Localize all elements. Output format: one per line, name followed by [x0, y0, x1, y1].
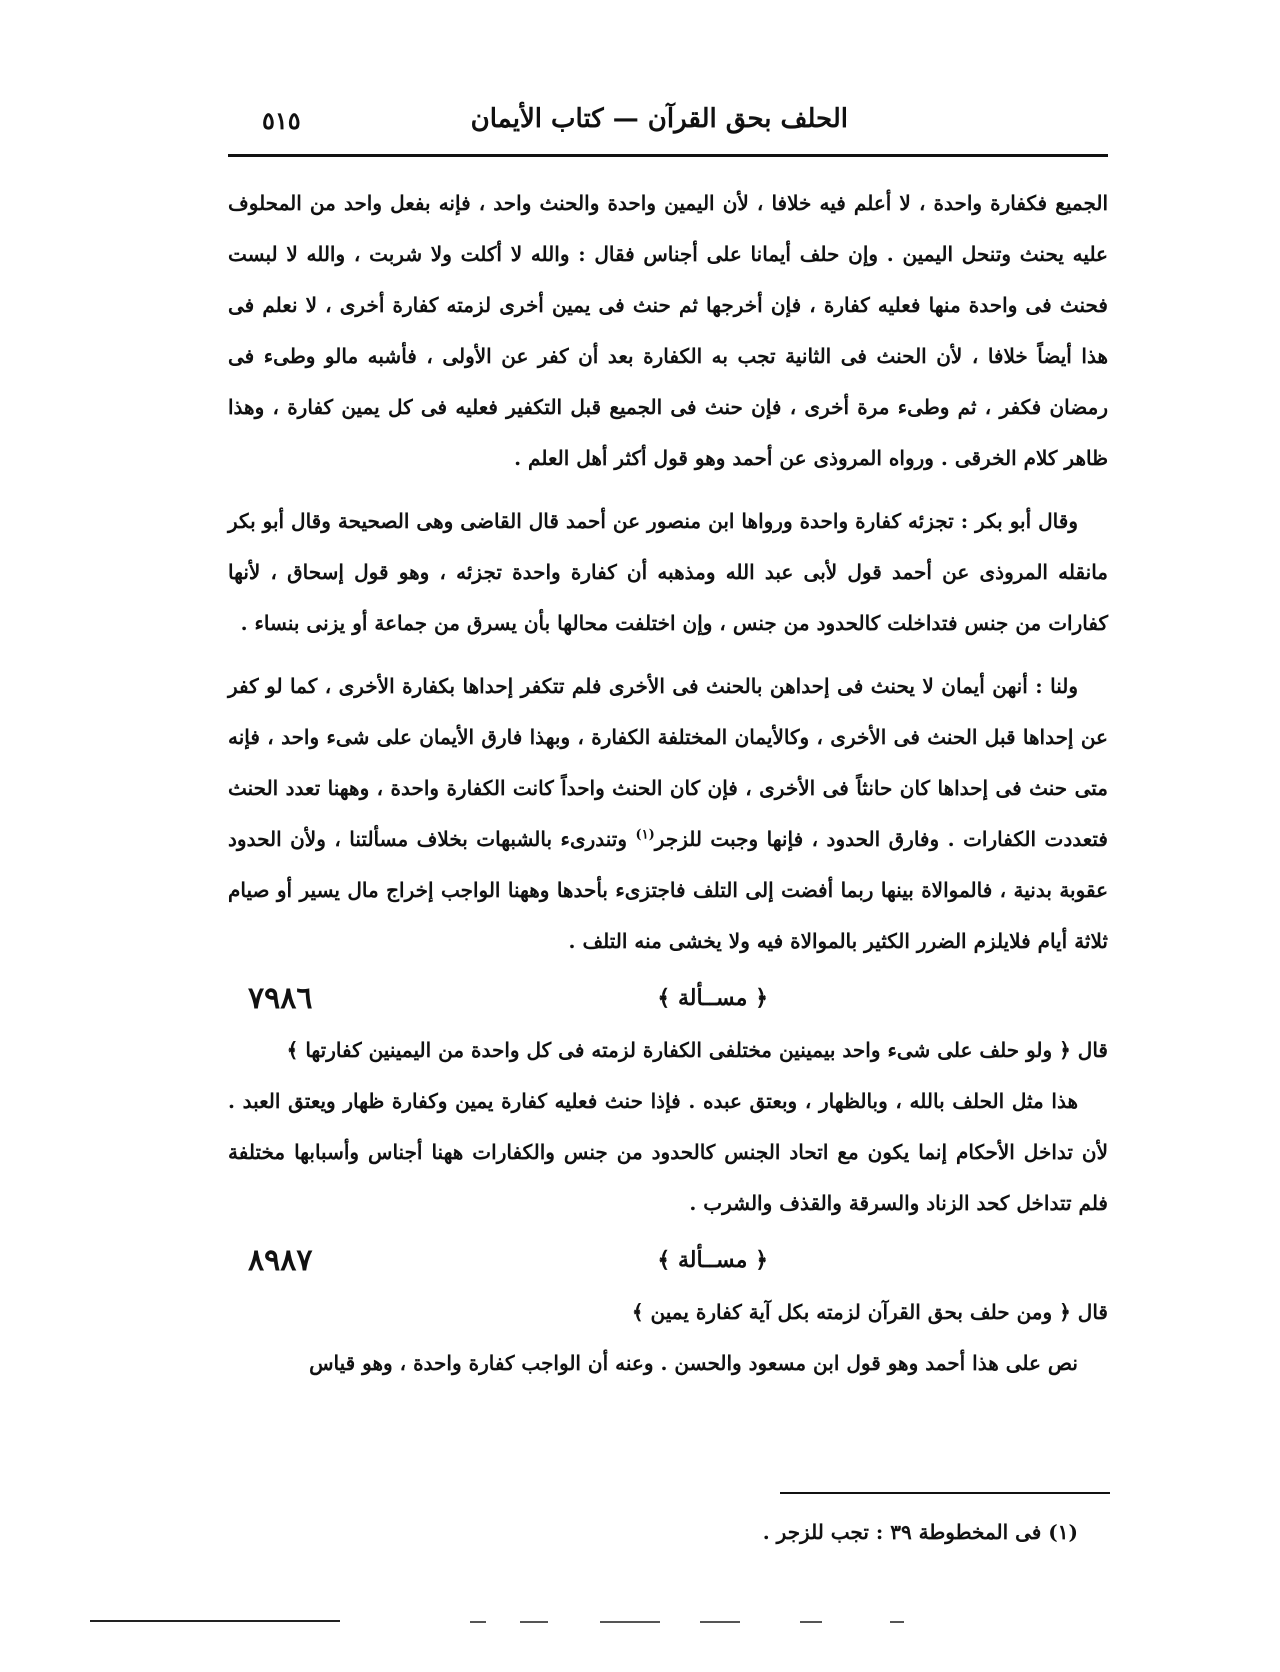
footnote: (١) فى المخطوطة ٣٩ : تجب للزجر .: [762, 1520, 1078, 1544]
paragraph-2: وقال أبو بكر : تجزئه كفارة واحدة ورواها ابن منصور عن أحمد قال القاضى وهى الصحيحة وقال أبو بكر مانقله المروذى عن أحمد قول لأبى عبد الله ومذهبه أن كفارة واحدة تجزئه ، وهو قول إسحاق ، لأنها كفارات من جنس فتداخلت كالحدود من جنس ، وإن اختلفت محالها بأن يسرق من جماعة أو يزنى بنساء .: [228, 509, 1108, 635]
paragraph-3: [228, 661, 1108, 967]
masala-number: ٧٩٨٦: [248, 981, 313, 1016]
masala-heading-7986: [228, 973, 1108, 1025]
paragraph-1: الجميع فكفارة واحدة ، لا أعلم فيه خلافا ، لأن اليمين واحدة والحنث واحد ، فإنه بفعل واحد من المحلوف عليه يحنث وتنحل اليمين . وإن حلف أيمانا على أجناس فقال : والله لا أكلت ولا شربت ، والله لا لبست فحنث فى واحدة منها فعليه كفارة ، فإن أخرجها ثم حنث فى يمين أخرى لزمته كفارة أخرى ، لا نعلم فى هذا أيضاً خلافا ، لأن الحنث فى الثانية تجب به الكفارة بعد أن كفر عن الأولى ، فأشبه مالو وطىء فى رمضان فكفر ، ثم وطىء مرة أخرى ، فإن حنث فى الجميع قبل التكفير فعليه فى كل يمين كفارة ، وهذا ظاهر كلام الخرقى . ورواه المروذى عن أحمد وهو قول أكثر أهل العلم .: [228, 191, 1109, 470]
running-title: الحلف بحق القرآن — كتاب الأيمان: [470, 104, 848, 134]
footnote-reference[interactable]: (١): [635, 827, 655, 843]
paragraph-3-part-a: ولنا : أنهن أيمان لا يحنث فى إحداهن بالحنث فى الأخرى فلم تتكفر إحداها بكفارة الأخرى ، كما لو كفر عن إحداها قبل الحنث فى الأخرى ، وكالأيمان المختلفة الكفارة ، وبهذا فارق الأيمان على شىء واحد ، فإنه متى حنث فى إحداها كان حانثاً فى الأخرى ، فإن كان الحنث واحداً كانت الكفارة واحدة ، وههنا تعدد الحنث فتعددت الكفارات . وفارق الحدود ، فإنها وجبت للزجر: [228, 674, 1108, 851]
paragraph-4: قال ﴿ ولو حلف على شىء واحد بيمينين مختلفى الكفارة لزمته فى كل واحدة من اليمينين كفارتها ﴾: [286, 1038, 1108, 1062]
masala-number: ٨٩٨٧: [248, 1243, 313, 1278]
body-text: [228, 178, 1108, 1389]
masala-heading-8987: [228, 1235, 1108, 1287]
masala-label: ﴿ مســألة ﴾: [657, 985, 768, 1011]
bottom-edge-rule: [90, 1620, 340, 1622]
page-header: [228, 96, 1108, 146]
paragraph-6: قال ﴿ ومن حلف بحق القرآن لزمته بكل آية كفارة يمين ﴾: [631, 1300, 1108, 1324]
page-number: ٥١٥: [262, 106, 301, 135]
bottom-scan-marks: [470, 1621, 910, 1623]
paragraph-5: هذا مثل الحلف بالله ، وبالظهار ، وبعتق عبده . فإذا حنث فعليه كفارة يمين وكفارة ظهار ويعتق العبد . لأن تداخل الأحكام إنما يكون مع اتحاد الجنس كالحدود من جنس والكفارات ههنا أجناس وأسبابها مختلفة فلم تتداخل كحد الزناد والسرقة والقذف والشرب .: [228, 1089, 1108, 1215]
masala-label: ﴿ مســألة ﴾: [657, 1247, 768, 1273]
footnote-rule: [780, 1492, 1110, 1494]
paragraph-7: نص على هذا أحمد وهو قول ابن مسعود والحسن . وعنه أن الواجب كفارة واحدة ، وهو قياس: [309, 1351, 1078, 1375]
paragraph-3-part-b: وتندرىء بالشبهات بخلاف مسألتنا ، ولأن الحدود عقوبة بدنية ، فالموالاة بينها ربما أفضت إلى التلف فاجتزىء بأحدها وههنا الواجب إخراج مال يسير أو صيام ثلاثة أيام فلايلزم الضرر الكثير بالموالاة فيه ولا يخشى منه التلف .: [228, 827, 1109, 953]
header-rule: [228, 154, 1108, 157]
